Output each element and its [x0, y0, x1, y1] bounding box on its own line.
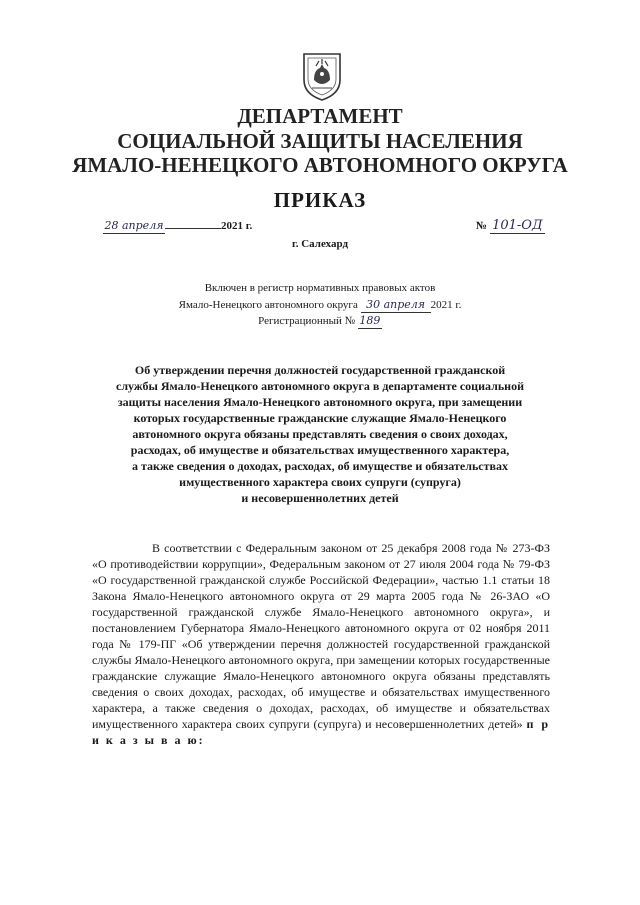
title-line: а также сведения о доходах, расходах, об имуществе и обязательствах [131, 459, 508, 473]
order-date [103, 219, 252, 234]
title-line: автономного округа обязаны представлять сведения о своих доходах, [132, 427, 508, 441]
body-paragraph-text: В соответствии с Федеральным законом от 25 декабря 2008 года № 273-ФЗ «О противодействии коррупции», Федеральным законом от 27 июля 2004 года № 79-ФЗ «О государственной гражданской службе Российской Федерации», частью 1.1 статьи 18 Закона Ямало-Ненецкого автономного округа от 29 марта 2005 года № 26-ЗАО «О государственной гражданской службе Ямало-Ненецкого автономного округа», и постановлением Губернатора Ямало-Ненецкого автономного округа от 02 ноября 2011 года № 179-ПГ «Об утверждении перечня должностей государственной гражданской службы Ямало-Ненецкого автономного округа, при замещении которых государственные гражданские служащие Ямало-Ненецкого автономного округа обязаны представлять сведения о своих доходах, расходах, об имуществе и обязательствах имущественного характера, а также сведения о доходах, расходах, об имуществе и обязательствах имущественного характера своих супруги (супруга) и несовершеннолетних детей» [92, 541, 550, 731]
title-line: службы Ямало-Ненецкого автономного округа в департаменте социальной [116, 379, 524, 393]
registration-number-handwritten: 189 [359, 314, 381, 327]
title-line: имущественного характера своих супруги (супруга) [179, 475, 461, 489]
title-line: Об утверждении перечня должностей государственной гражданской [134, 363, 506, 377]
title-line: расходах, об имуществе и обязательствах имущественного характера, [130, 443, 510, 457]
org-name-line-1: ДЕПАРТАМЕНТ [237, 104, 403, 128]
order-number-handwritten: 101-ОД [490, 219, 545, 234]
body-text [92, 540, 550, 748]
registration-line-2 [60, 297, 580, 313]
body-paragraph [92, 540, 550, 748]
order-word: п р и к а з ы в а ю: [92, 717, 550, 747]
title-line: защиты населения Ямало-Ненецкого автономного округа, при замещении [117, 395, 523, 409]
city: г. Салехард [291, 238, 349, 250]
title-line: и несовершеннолетних детей [241, 491, 399, 505]
org-name-line-3: ЯМАЛО-НЕНЕЦКОГО АВТОНОМНОГО ОКРУГА [72, 153, 568, 177]
title-line: которых государственные гражданские служащие Ямало-Ненецкого [133, 411, 507, 425]
registration-region: Ямало-Ненецкого автономного округа [178, 299, 358, 311]
number-prefix: № [476, 220, 488, 232]
order-date-handwritten: 28 апреля [104, 219, 164, 232]
document-title [70, 362, 570, 506]
date-underline [165, 228, 221, 229]
order-year: 2021 г. [221, 220, 253, 232]
org-name-line-2: СОЦИАЛЬНОЙ ЗАЩИТЫ НАСЕЛЕНИЯ [117, 129, 523, 153]
registration-number-label: Регистрационный № [258, 315, 356, 327]
registration-line-1: Включен в регистр нормативных правовых актов [204, 282, 436, 294]
document-type: ПРИКАЗ [273, 188, 367, 212]
coat-of-arms-icon [300, 50, 344, 102]
order-number [476, 219, 545, 234]
registration-date-handwritten: 30 апреля [361, 297, 431, 313]
registration-year: 2021 г. [430, 299, 462, 311]
registration-line-3 [60, 313, 580, 329]
